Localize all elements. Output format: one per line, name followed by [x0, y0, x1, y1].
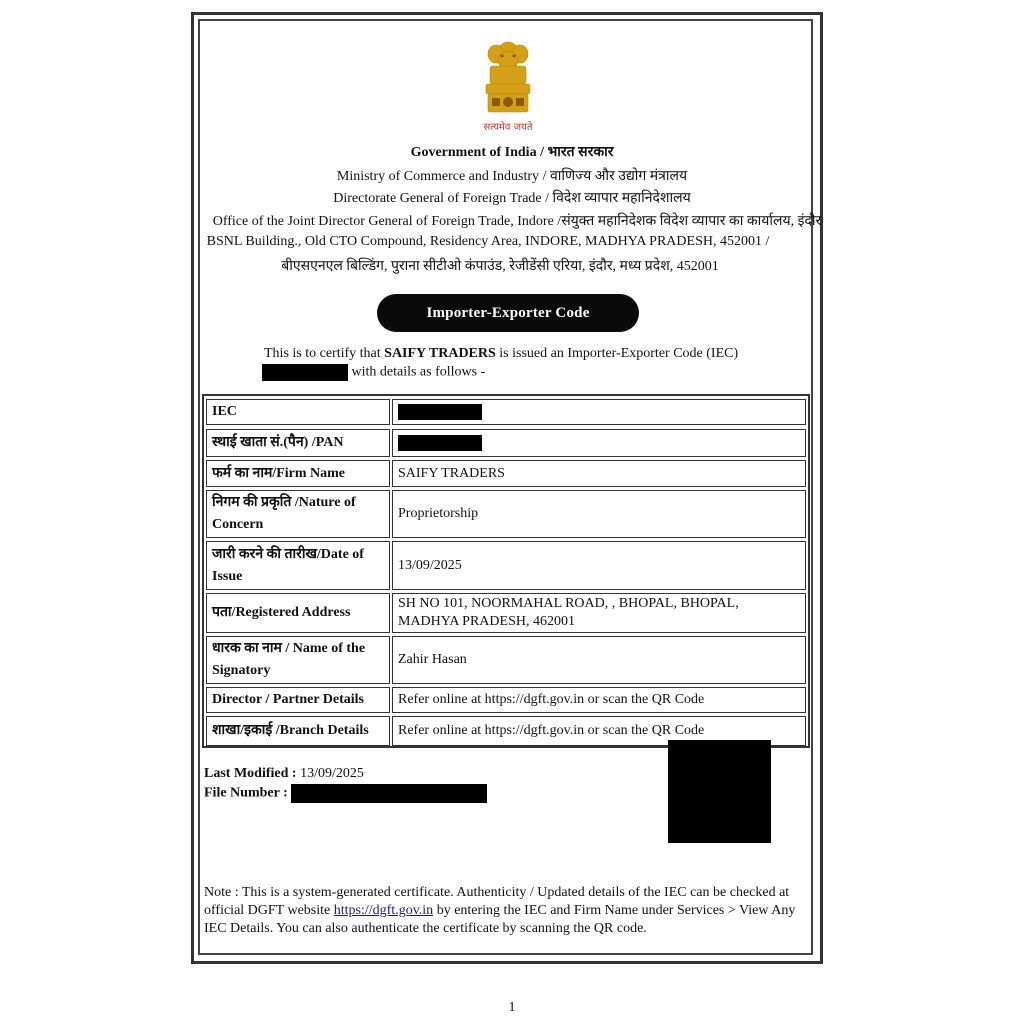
iec-value [392, 399, 806, 425]
dgft-website-link[interactable]: https://dgft.gov.in [333, 903, 434, 918]
office-address-hi: बीएसएनएल बिल्डिंग, पुराना सीटीओ कंपाउंड, रेजीडेंसी एरिया, इंदौर, मध्य प्रदेश, 452001 [281, 259, 719, 274]
note-suffix: by entering the IEC and Firm Name under Services > View Any IEC Details. You can also authenticate the certificate by scanning the QR code. [204, 903, 796, 936]
branch-details-value: Refer online at https://dgft.gov.in or scan the QR Code [392, 716, 806, 746]
date-of-issue-label: जारी करने की तारीख/Date of Issue [206, 541, 390, 590]
redacted-qr-code [668, 740, 771, 843]
registered-address-value: SH NO 101, NOORMAHAL ROAD, , BHOPAL, BHOPAL, MADHYA PRADESH, 462001 [392, 593, 806, 633]
office-heading: Office of the Joint Director General of Foreign Trade, Indore /संयुक्त महानिदेशक विदेश व्यापार का कार्यालय, इंदौर [212, 214, 822, 229]
director-partner-value: Refer online at https://dgft.gov.in or scan the QR Code [392, 687, 806, 713]
certify-line-2 [262, 364, 485, 381]
redacted-file-number [291, 784, 487, 803]
document-title: Importer-Exporter Code [377, 294, 639, 332]
page-number: 1 [508, 1000, 516, 1015]
office-address-en: BSNL Building., Old CTO Compound, Residency Area, INDORE, MADHYA PRADESH, 452001 / [206, 234, 770, 249]
redacted-pan-value [398, 435, 482, 451]
file-number-label: File Number : [204, 785, 288, 801]
certify-prefix: This is to certify that [264, 346, 381, 361]
date-of-issue-value: 13/09/2025 [392, 541, 806, 590]
director-partner-label: Director / Partner Details [206, 687, 390, 713]
signatory-label: धारक का नाम / Name of the Signatory [206, 636, 390, 684]
emblem-motto: सत्यमेव जयते [483, 122, 533, 133]
file-number [204, 784, 487, 803]
pan-value [392, 429, 806, 457]
ministry-heading: Ministry of Commerce and Industry / वाणिज्य और उद्योग मंत्रालय [336, 169, 688, 184]
certify-suffix: is issued an Importer-Exporter Code (IEC) [499, 346, 739, 361]
redacted-iec-value [398, 404, 482, 420]
nature-of-concern-value: Proprietorship [392, 490, 806, 538]
nature-of-concern-label: निगम की प्रकृति /Nature of Concern [206, 490, 390, 538]
registered-address-label: पता/Registered Address [206, 593, 390, 633]
certify-firm-name: SAIFY TRADERS [384, 346, 496, 361]
firm-name-label: फर्म का नाम/Firm Name [206, 460, 390, 487]
verification-note [204, 884, 804, 938]
redacted-iec [262, 364, 348, 381]
last-modified [204, 766, 364, 782]
certify-statement [264, 346, 738, 362]
branch-details-label: शाखा/इकाई /Branch Details [206, 716, 390, 746]
national-emblem-icon [476, 38, 540, 134]
pan-label: स्थाई खाता सं.(पैन) /PAN [206, 429, 390, 457]
iec-label: IEC [206, 399, 390, 425]
firm-name-value: SAIFY TRADERS [392, 460, 806, 487]
last-modified-label: Last Modified : [204, 766, 297, 781]
note-prefix: Note : This is a system-generated certificate. Authenticity / Updated details of the IEC can be checked at official DGFT website [204, 885, 790, 918]
signatory-value: Zahir Hasan [392, 636, 806, 684]
certify-line2-text: with details as follows - [351, 364, 486, 380]
iec-details-table [202, 394, 810, 748]
directorate-heading: Directorate General of Foreign Trade / विदेश व्यापार महानिदेशालय [333, 191, 691, 206]
government-heading: Government of India / भारत सरकार [410, 145, 614, 160]
last-modified-value: 13/09/2025 [300, 766, 364, 781]
